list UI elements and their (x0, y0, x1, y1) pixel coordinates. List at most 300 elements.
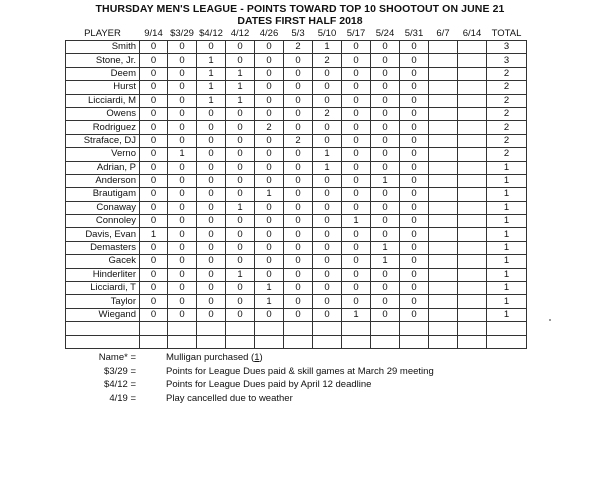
score-cell: 0 (255, 255, 284, 268)
score-cell: 0 (342, 295, 371, 308)
score-cell: 0 (226, 255, 255, 268)
empty-cell (400, 335, 429, 348)
column-header: $3/29 (170, 28, 194, 39)
total-cell: 2 (487, 148, 527, 161)
score-cell: 0 (140, 241, 168, 254)
score-cell (429, 54, 458, 67)
legend-key: $4/12 = (104, 379, 136, 390)
score-cell: 0 (168, 107, 197, 120)
empty-cell (168, 322, 197, 335)
score-cell: 0 (255, 81, 284, 94)
legend-text (166, 351, 263, 365)
empty-cell (226, 335, 255, 348)
score-cell: 0 (140, 308, 168, 321)
table-row (66, 41, 527, 54)
score-cell: 0 (255, 241, 284, 254)
score-cell: 0 (168, 54, 197, 67)
score-cell: 1 (197, 67, 226, 80)
score-cell: 2 (284, 41, 313, 54)
score-cell (458, 295, 487, 308)
empty-cell (197, 335, 226, 348)
score-cell: 0 (400, 282, 429, 295)
score-cell: 0 (197, 161, 226, 174)
total-cell: 1 (487, 268, 527, 281)
total-cell: 1 (487, 295, 527, 308)
player-name: Smith (66, 41, 140, 54)
score-cell: 1 (168, 148, 197, 161)
score-cell: 1 (197, 81, 226, 94)
score-cell: 0 (284, 81, 313, 94)
score-cell: 1 (197, 54, 226, 67)
score-cell: 0 (313, 215, 342, 228)
column-header: $4/12 (199, 28, 223, 39)
total-cell: 2 (487, 107, 527, 120)
score-cell: 0 (140, 161, 168, 174)
score-cell: 0 (371, 148, 400, 161)
score-cell: 0 (313, 295, 342, 308)
total-cell: 1 (487, 228, 527, 241)
score-cell: 0 (313, 134, 342, 147)
score-cell: 0 (284, 107, 313, 120)
score-cell: 0 (313, 255, 342, 268)
score-cell: 0 (342, 161, 371, 174)
score-cell: 1 (371, 241, 400, 254)
score-cell: 0 (284, 295, 313, 308)
score-cell: 0 (284, 201, 313, 214)
scan-speck (549, 319, 551, 321)
score-cell: 0 (197, 134, 226, 147)
score-cell: 1 (313, 148, 342, 161)
total-cell: 2 (487, 134, 527, 147)
score-cell: 0 (197, 148, 226, 161)
score-cell: 0 (140, 282, 168, 295)
player-name: Licciardi, T (66, 282, 140, 295)
score-cell: 0 (313, 308, 342, 321)
legend-key: 4/19 = (109, 392, 136, 404)
empty-cell (400, 322, 429, 335)
empty-cell (429, 322, 458, 335)
score-cell (458, 308, 487, 321)
score-cell: 0 (197, 268, 226, 281)
score-cell: 0 (400, 308, 429, 321)
empty-cell (313, 335, 342, 348)
legend-key: $3/29 = (104, 365, 136, 377)
score-cell (458, 215, 487, 228)
score-cell: 0 (197, 121, 226, 134)
score-cell: 1 (313, 161, 342, 174)
score-cell: 0 (342, 41, 371, 54)
score-cell: 0 (168, 201, 197, 214)
empty-cell (66, 335, 140, 348)
column-header: 4/12 (230, 28, 250, 39)
score-cell: 0 (226, 174, 255, 187)
empty-cell (371, 335, 400, 348)
total-cell: 1 (487, 282, 527, 295)
score-cell: 0 (371, 268, 400, 281)
score-cell: 0 (168, 308, 197, 321)
score-cell: 0 (226, 107, 255, 120)
total-cell: 1 (487, 215, 527, 228)
empty-cell (487, 322, 527, 335)
column-header: 9/14 (144, 28, 163, 39)
score-cell: 0 (140, 67, 168, 80)
score-cell (429, 201, 458, 214)
score-cell (429, 67, 458, 80)
score-cell: 0 (342, 241, 371, 254)
table-row (66, 282, 527, 295)
score-cell: 0 (140, 215, 168, 228)
score-cell: 1 (255, 282, 284, 295)
score-cell: 0 (342, 201, 371, 214)
score-cell: 0 (342, 282, 371, 295)
column-header: 5/31 (404, 28, 424, 39)
player-name: Anderson (66, 174, 140, 187)
score-cell: 0 (400, 134, 429, 147)
score-cell: 0 (226, 54, 255, 67)
score-cell: 0 (140, 54, 168, 67)
score-cell (458, 148, 487, 161)
player-name: Conaway (66, 201, 140, 214)
player-name: Gacek (66, 255, 140, 268)
blank-row (66, 322, 527, 335)
score-cell: 1 (313, 41, 342, 54)
score-cell: 0 (197, 308, 226, 321)
empty-cell (284, 322, 313, 335)
table-row (66, 81, 527, 94)
table-row (66, 148, 527, 161)
score-cell: 0 (400, 241, 429, 254)
page-title: THURSDAY MEN'S LEAGUE - POINTS TOWARD TOP 10 SHOOTOUT ON JUNE 21 (95, 3, 505, 15)
column-header: 4/26 (259, 28, 279, 39)
score-cell: 0 (284, 282, 313, 295)
score-cell: 0 (255, 201, 284, 214)
score-cell: 0 (226, 121, 255, 134)
score-cell: 0 (371, 107, 400, 120)
player-name: Connoley (66, 215, 140, 228)
total-cell: 2 (487, 121, 527, 134)
score-cell (429, 215, 458, 228)
score-cell: 0 (284, 268, 313, 281)
player-name: Owens (66, 107, 140, 120)
score-cell: 0 (400, 148, 429, 161)
score-cell: 0 (371, 94, 400, 107)
score-cell: 0 (140, 148, 168, 161)
score-cell: 0 (284, 255, 313, 268)
legend-text: Points for League Dues paid by April 12 deadline (166, 379, 372, 390)
empty-cell (140, 335, 168, 348)
score-cell: 0 (226, 295, 255, 308)
score-cell (429, 295, 458, 308)
legend-key: Name* = (98, 352, 136, 363)
column-header: TOTAL (491, 28, 522, 39)
score-cell: 0 (140, 174, 168, 187)
score-cell: 0 (313, 67, 342, 80)
score-cell: 0 (140, 255, 168, 268)
score-cell: 0 (371, 81, 400, 94)
score-cell: 0 (284, 121, 313, 134)
score-cell: 1 (255, 295, 284, 308)
score-cell: 0 (400, 295, 429, 308)
score-cell: 0 (400, 268, 429, 281)
empty-cell (66, 322, 140, 335)
score-cell: 0 (371, 134, 400, 147)
score-cell: 0 (168, 134, 197, 147)
score-cell: 1 (342, 308, 371, 321)
score-cell (458, 282, 487, 295)
score-cell: 0 (313, 201, 342, 214)
score-cell: 0 (168, 215, 197, 228)
score-cell (429, 107, 458, 120)
score-cell: 1 (226, 81, 255, 94)
score-cell: 0 (342, 228, 371, 241)
total-cell: 1 (487, 308, 527, 321)
score-cell: 0 (255, 161, 284, 174)
points-table (65, 27, 527, 349)
score-cell (429, 241, 458, 254)
score-cell: 1 (226, 201, 255, 214)
score-cell: 0 (197, 41, 226, 54)
player-name: Licciardi, M (66, 94, 140, 107)
empty-cell (313, 322, 342, 335)
score-cell (429, 268, 458, 281)
score-cell: 0 (168, 94, 197, 107)
score-cell: 0 (313, 268, 342, 281)
score-cell: 0 (313, 94, 342, 107)
score-cell: 0 (284, 67, 313, 80)
score-cell: 0 (140, 121, 168, 134)
score-cell: 0 (140, 295, 168, 308)
score-cell: 0 (255, 94, 284, 107)
score-cell: 2 (313, 107, 342, 120)
score-cell (458, 107, 487, 120)
score-cell: 0 (168, 295, 197, 308)
player-name: Adrian, P (66, 161, 140, 174)
empty-cell (226, 322, 255, 335)
score-cell: 0 (140, 268, 168, 281)
score-cell: 0 (168, 228, 197, 241)
score-cell: 0 (226, 241, 255, 254)
legend-close: ) (259, 352, 263, 363)
empty-cell (140, 322, 168, 335)
legend-text: Play cancelled due to weather (166, 392, 293, 404)
score-cell (458, 54, 487, 67)
score-cell: 0 (400, 107, 429, 120)
score-cell (458, 201, 487, 214)
score-cell: 0 (284, 94, 313, 107)
score-cell: 0 (371, 121, 400, 134)
score-cell: 0 (197, 228, 226, 241)
player-name: Taylor (66, 295, 140, 308)
score-cell: 0 (313, 188, 342, 201)
score-cell: 0 (197, 241, 226, 254)
empty-cell (458, 322, 487, 335)
score-cell: 0 (140, 201, 168, 214)
score-cell (458, 67, 487, 80)
table-row (66, 268, 527, 281)
empty-cell (342, 322, 371, 335)
score-cell: 0 (197, 295, 226, 308)
player-name: Wiegand (66, 308, 140, 321)
empty-cell (429, 335, 458, 348)
score-cell: 0 (226, 148, 255, 161)
score-cell: 0 (284, 215, 313, 228)
score-cell: 0 (400, 255, 429, 268)
empty-cell (342, 335, 371, 348)
score-cell: 0 (140, 134, 168, 147)
score-cell: 0 (342, 121, 371, 134)
score-cell (458, 255, 487, 268)
score-cell: 0 (168, 241, 197, 254)
score-cell (458, 241, 487, 254)
score-cell: 0 (226, 215, 255, 228)
score-cell (458, 94, 487, 107)
table-row (66, 134, 527, 147)
empty-cell (197, 322, 226, 335)
score-cell: 0 (284, 308, 313, 321)
score-cell: 0 (284, 241, 313, 254)
score-cell: 0 (284, 228, 313, 241)
total-cell: 3 (487, 54, 527, 67)
score-cell: 0 (284, 161, 313, 174)
score-cell: 0 (342, 174, 371, 187)
player-name: Brautigam (66, 188, 140, 201)
legend-text: Points for League Dues paid & skill games at March 29 meeting (166, 365, 434, 377)
score-cell: 0 (342, 188, 371, 201)
score-cell: 0 (226, 282, 255, 295)
score-cell: 0 (140, 94, 168, 107)
player-name: Hinderliter (66, 268, 140, 281)
score-cell: 0 (342, 134, 371, 147)
player-name: Demasters (66, 241, 140, 254)
total-cell: 2 (487, 81, 527, 94)
table-row (66, 67, 527, 80)
score-cell: 0 (226, 228, 255, 241)
score-cell: 0 (342, 67, 371, 80)
score-cell (429, 308, 458, 321)
score-cell: 1 (197, 94, 226, 107)
score-cell: 1 (226, 67, 255, 80)
score-cell: 0 (226, 161, 255, 174)
score-cell: 0 (400, 215, 429, 228)
table-row (66, 188, 527, 201)
table-row (66, 295, 527, 308)
score-cell: 0 (140, 41, 168, 54)
score-cell: 0 (255, 41, 284, 54)
score-cell (458, 268, 487, 281)
total-cell: 1 (487, 174, 527, 187)
score-cell (429, 282, 458, 295)
score-cell: 1 (226, 268, 255, 281)
score-cell: 0 (168, 268, 197, 281)
blank-row (66, 335, 527, 348)
total-cell: 3 (487, 41, 527, 54)
score-cell: 0 (284, 174, 313, 187)
score-cell: 0 (400, 121, 429, 134)
table-row (66, 94, 527, 107)
column-header: 5/10 (317, 28, 337, 39)
player-name: Davis, Evan (66, 228, 140, 241)
score-cell: 1 (371, 174, 400, 187)
score-cell (458, 228, 487, 241)
empty-cell (255, 335, 284, 348)
score-cell: 0 (371, 201, 400, 214)
total-cell: 1 (487, 255, 527, 268)
score-cell: 0 (313, 282, 342, 295)
table-row (66, 121, 527, 134)
score-cell: 0 (255, 228, 284, 241)
player-name: Rodriguez (66, 121, 140, 134)
score-cell: 1 (255, 188, 284, 201)
score-cell: 0 (168, 41, 197, 54)
score-cell (429, 148, 458, 161)
score-cell: 0 (197, 282, 226, 295)
score-cell: 0 (168, 188, 197, 201)
score-cell: 0 (226, 41, 255, 54)
score-cell: 0 (342, 255, 371, 268)
table-row (66, 255, 527, 268)
table-row (66, 228, 527, 241)
score-cell: 0 (313, 81, 342, 94)
empty-cell (284, 335, 313, 348)
score-cell (429, 94, 458, 107)
score-cell: 0 (197, 107, 226, 120)
score-cell: 0 (140, 188, 168, 201)
score-cell: 0 (371, 41, 400, 54)
score-cell: 2 (255, 121, 284, 134)
score-cell: 0 (197, 188, 226, 201)
score-cell: 1 (371, 255, 400, 268)
score-cell: 1 (140, 228, 168, 241)
table-body (66, 41, 527, 349)
table-row (66, 201, 527, 214)
score-cell: 0 (371, 161, 400, 174)
score-cell (458, 121, 487, 134)
score-cell: 0 (371, 215, 400, 228)
score-cell: 0 (400, 228, 429, 241)
score-cell: 0 (371, 295, 400, 308)
score-cell: 0 (168, 282, 197, 295)
score-cell: 0 (255, 268, 284, 281)
score-cell: 0 (371, 228, 400, 241)
score-cell: 0 (400, 201, 429, 214)
column-header: 5/17 (346, 28, 366, 39)
score-cell: 0 (400, 161, 429, 174)
score-cell: 0 (168, 174, 197, 187)
total-cell: 1 (487, 188, 527, 201)
table-row (66, 174, 527, 187)
score-cell (458, 161, 487, 174)
column-header: 6/7 (436, 28, 450, 39)
page-subtitle: DATES FIRST HALF 2018 (237, 15, 363, 27)
score-cell: 0 (342, 81, 371, 94)
score-cell: 0 (400, 174, 429, 187)
column-header: 6/14 (462, 28, 482, 39)
score-cell: 1 (226, 94, 255, 107)
empty-cell (255, 322, 284, 335)
score-cell: 0 (313, 174, 342, 187)
table-row (66, 215, 527, 228)
score-cell (429, 134, 458, 147)
score-cell (458, 41, 487, 54)
score-cell: 0 (342, 148, 371, 161)
score-cell: 0 (400, 94, 429, 107)
score-cell: 0 (313, 121, 342, 134)
score-cell (458, 134, 487, 147)
score-cell (429, 228, 458, 241)
score-cell: 0 (284, 54, 313, 67)
score-cell: 0 (168, 161, 197, 174)
score-cell: 2 (284, 134, 313, 147)
